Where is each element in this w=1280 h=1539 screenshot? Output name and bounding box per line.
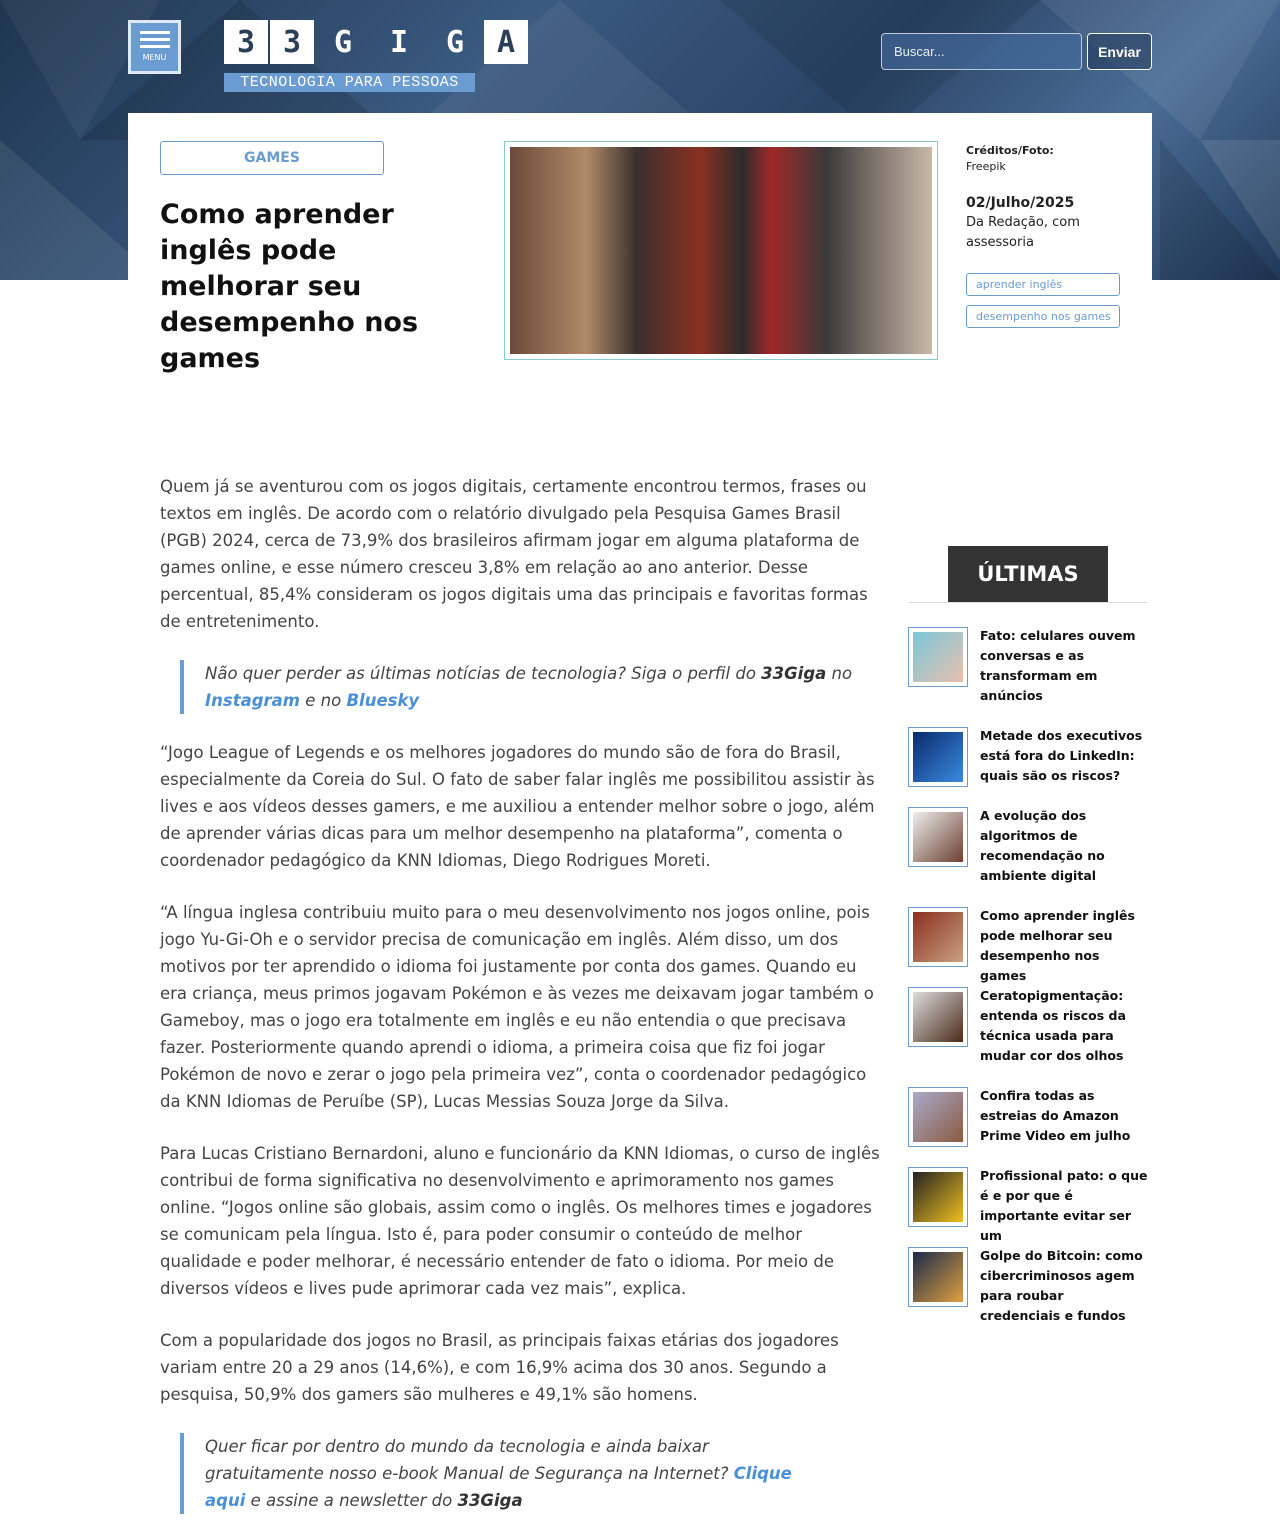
latest-item[interactable] <box>908 727 1148 787</box>
latest-item[interactable] <box>908 1247 1148 1327</box>
latest-item-title[interactable]: Golpe do Bitcoin: como cibercriminosos agem para roubar credenciais e fundos <box>980 1248 1143 1323</box>
article-meta <box>966 193 1106 253</box>
latest-thumbnail[interactable] <box>908 627 968 687</box>
latest-item-title[interactable]: Confira todas as estreias do Amazon Prime Video em julho <box>980 1088 1131 1143</box>
latest-thumbnail[interactable] <box>908 727 968 787</box>
latest-item[interactable] <box>908 807 1148 887</box>
newsletter-link[interactable]: Clique aqui <box>205 1464 792 1510</box>
paragraph: Com a popularidade dos jogos no Brasil, as principais faixas etárias dos jogadores variam entre 20 a 29 anos (14,6%), e com 16,9% acima dos 30 anos. Segundo a pesquisa, 50,9% dos gamers são mulheres e 49,1% são homens. <box>160 1331 839 1404</box>
latest-item[interactable] <box>908 907 1148 983</box>
paragraph: “Jogo League of Legends e os melhores jogadores do mundo são de fora do Brasil, especialmente da Coreia do Sul. O fato de saber falar inglês me possibilitou assistir às lives e aos vídeos desses gamers, e me auxiliou a entender melhor sobre o jogo, além de aprender várias dicas para um melhor desempenho na plataforma”, comenta o coordenador pedagógico da KNN Idiomas, Diego Rodrigues Moreti. <box>160 743 875 870</box>
latest-item[interactable] <box>908 627 1148 707</box>
latest-item[interactable] <box>908 1167 1148 1243</box>
callout-social: Não quer perder as últimas notícias de tecnologia? Siga o perfil do 33Giga no Instagram e no Bluesky <box>180 660 882 714</box>
latest-item[interactable] <box>908 1087 1148 1147</box>
logo-char: I <box>389 24 409 60</box>
site-logo[interactable] <box>224 20 528 64</box>
category-badge[interactable]: GAMES <box>160 141 384 175</box>
search-submit-button[interactable]: Enviar <box>1087 33 1152 70</box>
site-tagline: TECNOLOGIA PARA PESSOAS <box>224 73 475 92</box>
publish-date: 02/Julho/2025 <box>966 195 1075 211</box>
latest-thumbnail[interactable] <box>908 1167 968 1227</box>
callout-newsletter: Quer ficar por dentro do mundo da tecnologia e ainda baixar gratuitamente nosso e-book Manual de Segurança na Internet? Clique aqui e assine a newsletter do 33Giga <box>180 1433 820 1514</box>
latest-item[interactable] <box>908 987 1148 1067</box>
article-image <box>504 141 938 360</box>
logo-char: G <box>445 24 465 60</box>
latest-item-title[interactable]: A evolução dos algoritmos de recomendação no ambiente digital <box>980 808 1105 883</box>
latest-thumbnail[interactable] <box>908 807 968 867</box>
latest-item-title[interactable]: Como aprender inglês pode melhorar seu desempenho nos games <box>980 908 1135 983</box>
menu-label: MENU <box>142 53 167 62</box>
latest-item-title[interactable]: Profissional pato: o que é e por que é importante evitar ser um <box>980 1168 1148 1243</box>
credits-label: Créditos/Foto: <box>966 144 1054 157</box>
search-input[interactable] <box>881 33 1082 70</box>
divider <box>908 602 1148 603</box>
latest-heading: ÚLTIMAS <box>948 546 1108 602</box>
latest-item-title[interactable]: Ceratopigmentação: entenda os riscos da técnica usada para mudar cor dos olhos <box>980 988 1126 1063</box>
credits-value: Freepik <box>966 160 1006 173</box>
gamer-photo <box>510 147 932 354</box>
latest-thumbnail[interactable] <box>908 1087 968 1147</box>
photo-credits <box>966 143 1054 175</box>
article-body <box>160 473 882 1539</box>
paragraph: Quem já se aventurou com os jogos digitais, certamente encontrou termos, frases ou textos em inglês. De acordo com o relatório divulgado pela Pesquisa Games Brasil (PGB) 2024, cerca de 73,9% dos brasileiros afirmam jogar em alguma plataforma de games online, e esse número cresceu 3,8% em relação ao ano anterior. Desse percentual, 85,4% consideram os jogos digitais uma das principais e favoritas formas de entretenimento. <box>160 477 868 631</box>
logo-char: 3 <box>270 20 314 64</box>
latest-item-title[interactable]: Metade dos executivos está fora do LinkedIn: quais são os riscos? <box>980 728 1143 783</box>
article-header <box>128 113 1152 443</box>
menu-button[interactable] <box>128 20 181 74</box>
tag-link[interactable]: aprender inglês <box>966 273 1120 296</box>
logo-char: 3 <box>224 20 268 64</box>
tag-link[interactable]: desempenho nos games <box>966 305 1120 328</box>
author: Da Redação, com assessoria <box>966 215 1080 250</box>
latest-thumbnail[interactable] <box>908 1247 968 1307</box>
latest-thumbnail[interactable] <box>908 907 968 967</box>
latest-item-title[interactable]: Fato: celulares ouvem conversas e as transformam em anúncios <box>980 628 1136 703</box>
logo-char: G <box>333 24 353 60</box>
instagram-link[interactable]: Instagram <box>205 691 301 710</box>
paragraph: Para Lucas Cristiano Bernardoni, aluno e funcionário da KNN Idiomas, o curso de inglês contribui de forma significativa no desenvolvimento e aprimoramento nos games online. “Jogos online são globais, assim como o inglês. Os melhores times e jogadores se comunicam pela língua. Isto é, para poder consumir o conteúdo de melhor qualidade e poder melhorar, é necessário entender de fato o idioma. Por meio de diversos vídeos e lives pude aprimorar cada vez mais”, explica. <box>160 1144 880 1298</box>
article-title: Como aprender inglês pode melhorar seu desempenho nos games <box>160 199 419 374</box>
logo-char: A <box>484 20 528 64</box>
paragraph: “A língua inglesa contribuiu muito para o meu desenvolvimento nos jogos online, pois jogo Yu-Gi-Oh e o servidor precisa de comunicação em inglês. Além disso, um dos motivos por ter aprendido o idioma foi justamente por conta dos games. Quando eu era criança, meus primos jogavam Pokémon e às vezes me deixavam jogar também o Gameboy, mas o jogo era totalmente em inglês e eu não entendia o que precisava fazer. Posteriormente quando aprendi o idioma, a primeira coisa que fiz foi jogar Pokémon de novo e zerar o jogo pela primeira vez”, conta o coordenador pedagógico da KNN Idiomas de Peruíbe (SP), Lucas Messias Souza Jorge da Silva. <box>160 903 874 1111</box>
latest-news <box>908 546 1148 1347</box>
latest-thumbnail[interactable] <box>908 987 968 1047</box>
hamburger-icon <box>140 31 170 34</box>
bluesky-link[interactable]: Bluesky <box>346 691 420 710</box>
